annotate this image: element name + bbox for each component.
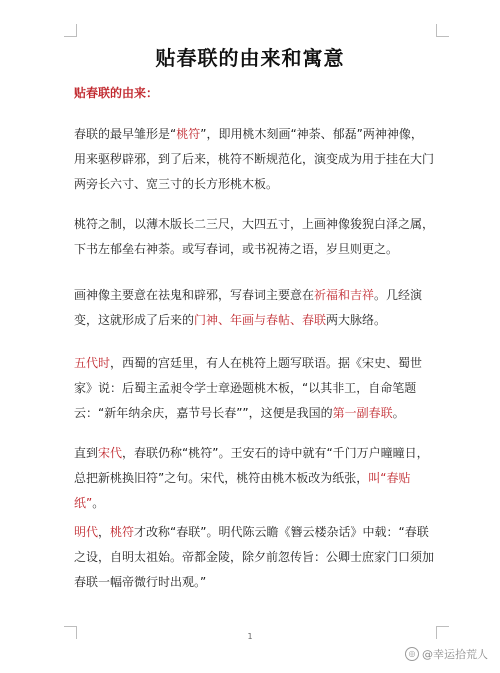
paragraph-text: 。几经演变，这就形成了后来的 [74,288,423,327]
paragraph-4 [74,351,434,426]
highlighted-text: 叫“春贴纸” [74,471,411,510]
highlighted-text: 五代时 [74,356,111,370]
paragraph-text: 春联的最早雏形是“ [74,127,177,141]
paragraph-text: 。 [92,496,105,510]
highlighted-text: 祈福和吉祥 [314,288,375,302]
paragraph-text: 直到 [74,446,99,460]
highlighted-text: 门神、年画与春帖、春联 [194,313,327,327]
watermark-text: @幸运拾荒人 [422,648,488,661]
watermark-logo-icon: ◎ [405,647,419,661]
highlighted-text: 桃符 [110,525,135,539]
paragraph-3 [74,283,434,333]
paragraph-1 [74,122,434,197]
page-number: 1 [247,632,253,641]
paragraph-2 [74,212,434,262]
paragraph-text: 桃符之制，以薄木版长二三尺，大四五寸，上画神像狻猊白泽之属，下书左郁垒右神荼。或写春词，或书祝祷之语，岁旦则更之。 [74,217,435,256]
crop-mark-top-right [436,24,449,37]
paragraph-text: ， [98,525,111,539]
document-title: 贴春联的由来和寓意 [155,46,345,70]
paragraph-text: 两大脉络。 [326,313,387,327]
section-heading: 贴春联的由来： [74,86,159,100]
paragraph-text: ，春联仍称“桃符”。王安石的诗中就有“千门万户曈曈日，总把新桃换旧符”之句。宋代，桃符由桃木板改为纸张， [74,446,429,485]
paragraph-text: ”，即用桃木刻画“神荼、郁磊”两神神像，用来驱秽辟邪，到了后来，桃符不断规范化，演变成为用于挂在大门两旁长六寸、宽三寸的长方形桃木板。 [74,127,435,191]
highlighted-text: 第一副春联 [332,406,393,420]
paragraph-text: ，西蜀的宫廷里，有人在桃符上题写联语。据《宋史、蜀世家》说：后蜀主孟昶令学士章逊题桃木板，“以其非工，自命笔题云：“新年纳余庆，嘉节号长春””，这便是我国的 [74,356,423,420]
paragraph-6 [74,520,434,595]
paragraph-5 [74,441,434,516]
highlighted-text: 桃符 [176,127,201,141]
watermark [405,646,488,662]
paragraph-text: 才改称“春联”。明代陈云瞻《簪云楼杂话》中载：“春联之设，自明太祖始。帝都金陵，除夕前忽传旨：公卿士庶家门口须加春联一幅帝微行时出观。” [74,525,435,589]
paragraph-text: 画神像主要意在祛鬼和辟邪，写春词主要意在 [74,288,315,302]
crop-mark-top-left [64,24,77,37]
paragraph-text: 。 [392,406,405,420]
highlighted-text: 宋代 [98,446,123,460]
highlighted-text: 明代 [74,525,99,539]
